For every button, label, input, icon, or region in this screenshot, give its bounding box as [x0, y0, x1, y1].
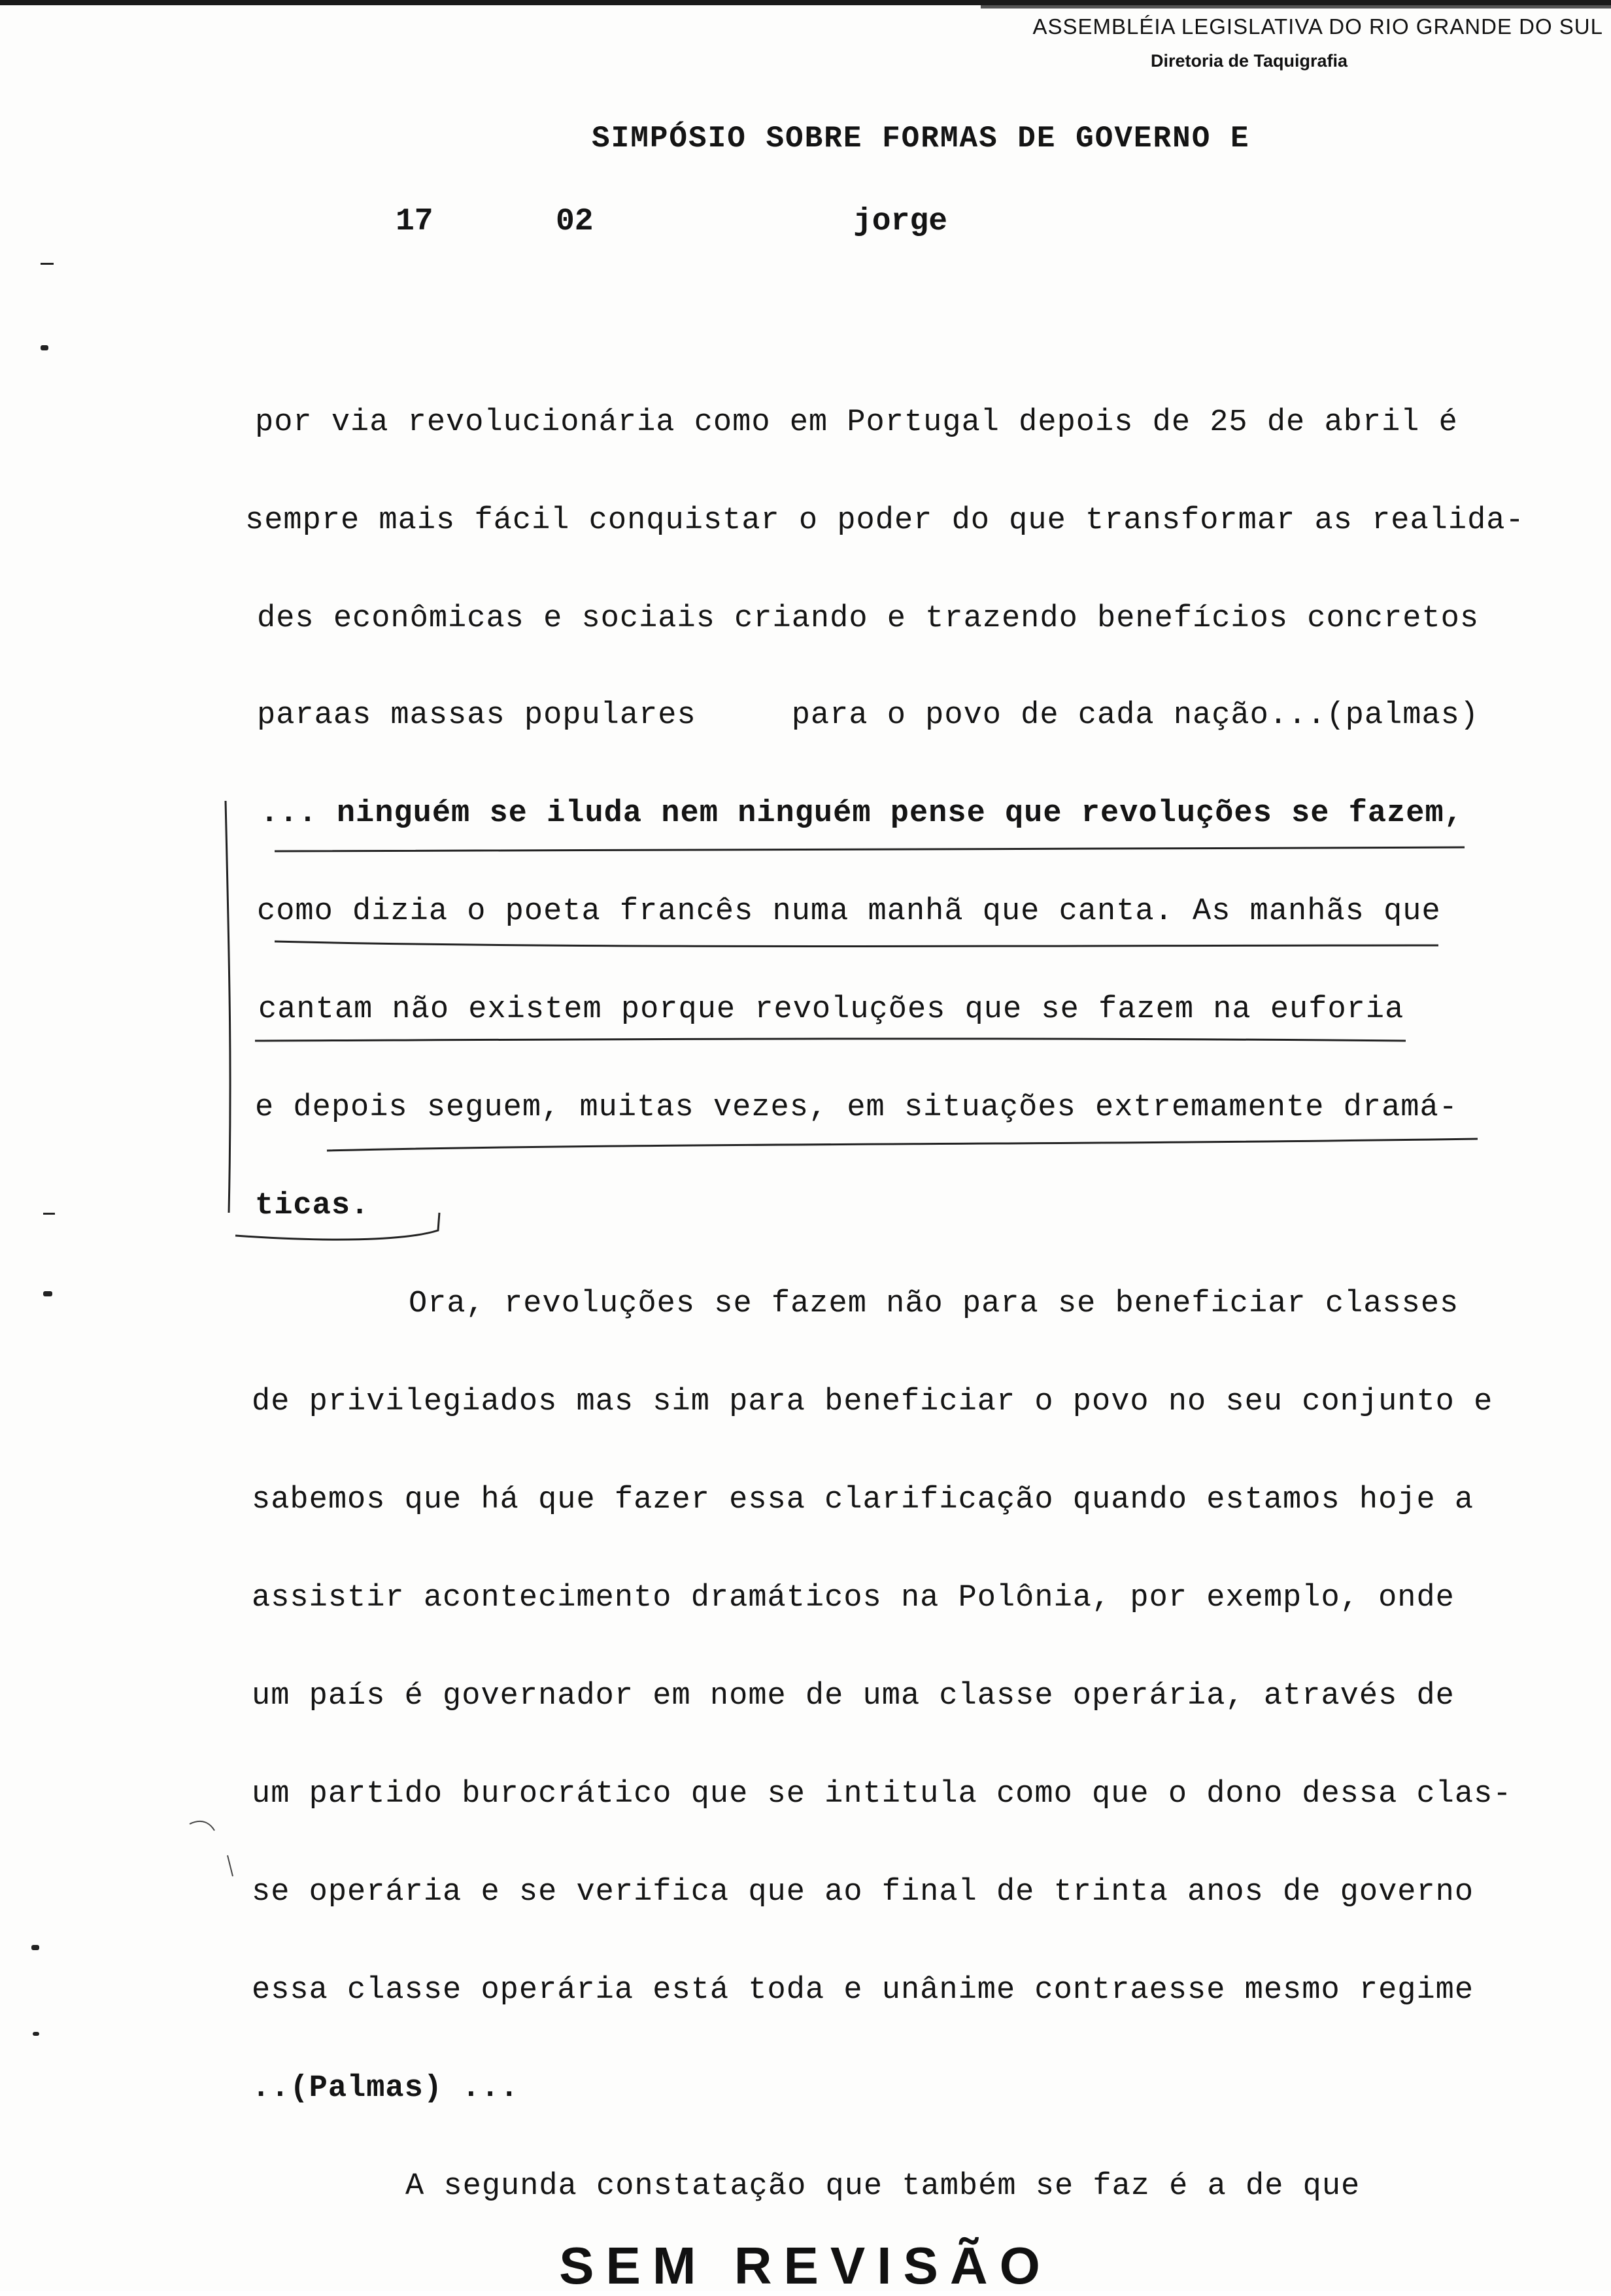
text-line: por via revolucionária como em Portugal depois de 25 de abril é: [255, 405, 1458, 440]
text-line: de privilegiados mas sim para beneficiar o povo no seu conjunto e: [252, 1385, 1493, 1419]
margin-speck: [43, 1291, 52, 1296]
text-line: paraas massas populares para o povo de cada nação...(palmas): [257, 698, 1480, 733]
text-line: ..(Palmas) ...: [252, 2071, 519, 2106]
text-line: sempre mais fácil conquistar o poder do que transformar as realida-: [245, 503, 1525, 538]
text-line: ticas.: [255, 1189, 370, 1223]
text-line: como dizia o poeta francês numa manhã que canta. As manhãs que: [257, 894, 1441, 929]
underline: [235, 1213, 439, 1240]
text-line: um partido burocrático que se intitula como que o dono dessa clas-: [252, 1777, 1512, 1812]
stray-mark: [228, 1855, 233, 1876]
stray-mark: [190, 1821, 214, 1831]
margin-speck: [41, 263, 54, 265]
margin-bracket: [226, 801, 230, 1213]
underline: [327, 1139, 1478, 1151]
text-line: essa classe operária está toda e unânime contraesse mesmo regime: [252, 1973, 1474, 2008]
underline: [275, 847, 1465, 851]
margin-speck: [31, 1945, 39, 1950]
month-number: 02: [556, 204, 594, 239]
document-title: SIMPÓSIO SOBRE FORMAS DE GOVERNO E: [592, 122, 1250, 156]
text-line: assistir acontecimento dramáticos na Polônia, por exemplo, onde: [252, 1581, 1455, 1615]
text-line: cantam não existem porque revoluções que se fazem na euforia: [258, 992, 1404, 1027]
text-line: se operária e se verifica que ao final de trinta anos de governo: [252, 1875, 1474, 1910]
text-line: A segunda constatação que também se faz é a de que: [405, 2169, 1361, 2204]
text-line: des econômicas e sociais criando e trazendo benefícios concretos: [257, 601, 1480, 636]
day-number: 17: [396, 204, 433, 239]
margin-speck: [41, 345, 48, 350]
text-line: sabemos que há que fazer essa clarificação quando estamos hoje a: [252, 1483, 1474, 1517]
margin-speck: [43, 1213, 55, 1215]
text-line: Ora, revoluções se fazem não para se beneficiar classes: [409, 1287, 1459, 1321]
no-revision-stamp: SEM REVISÃO: [559, 2237, 1052, 2295]
underline: [255, 1039, 1406, 1041]
author-name: jorge: [853, 204, 948, 239]
underline: [275, 941, 1438, 947]
text-line: ... ninguém se iluda nem ninguém pense que revoluções se fazem,: [260, 796, 1463, 831]
text-line: e depois seguem, muitas vezes, em situações extremamente dramá-: [255, 1090, 1458, 1125]
department-header: Diretoria de Taquigrafia: [1151, 51, 1348, 71]
institution-header: ASSEMBLÉIA LEGISLATIVA DO RIO GRANDE DO SUL: [1032, 14, 1603, 39]
margin-speck: [33, 2032, 39, 2036]
text-line: um país é governador em nome de uma classe operária, através de: [252, 1679, 1455, 1714]
